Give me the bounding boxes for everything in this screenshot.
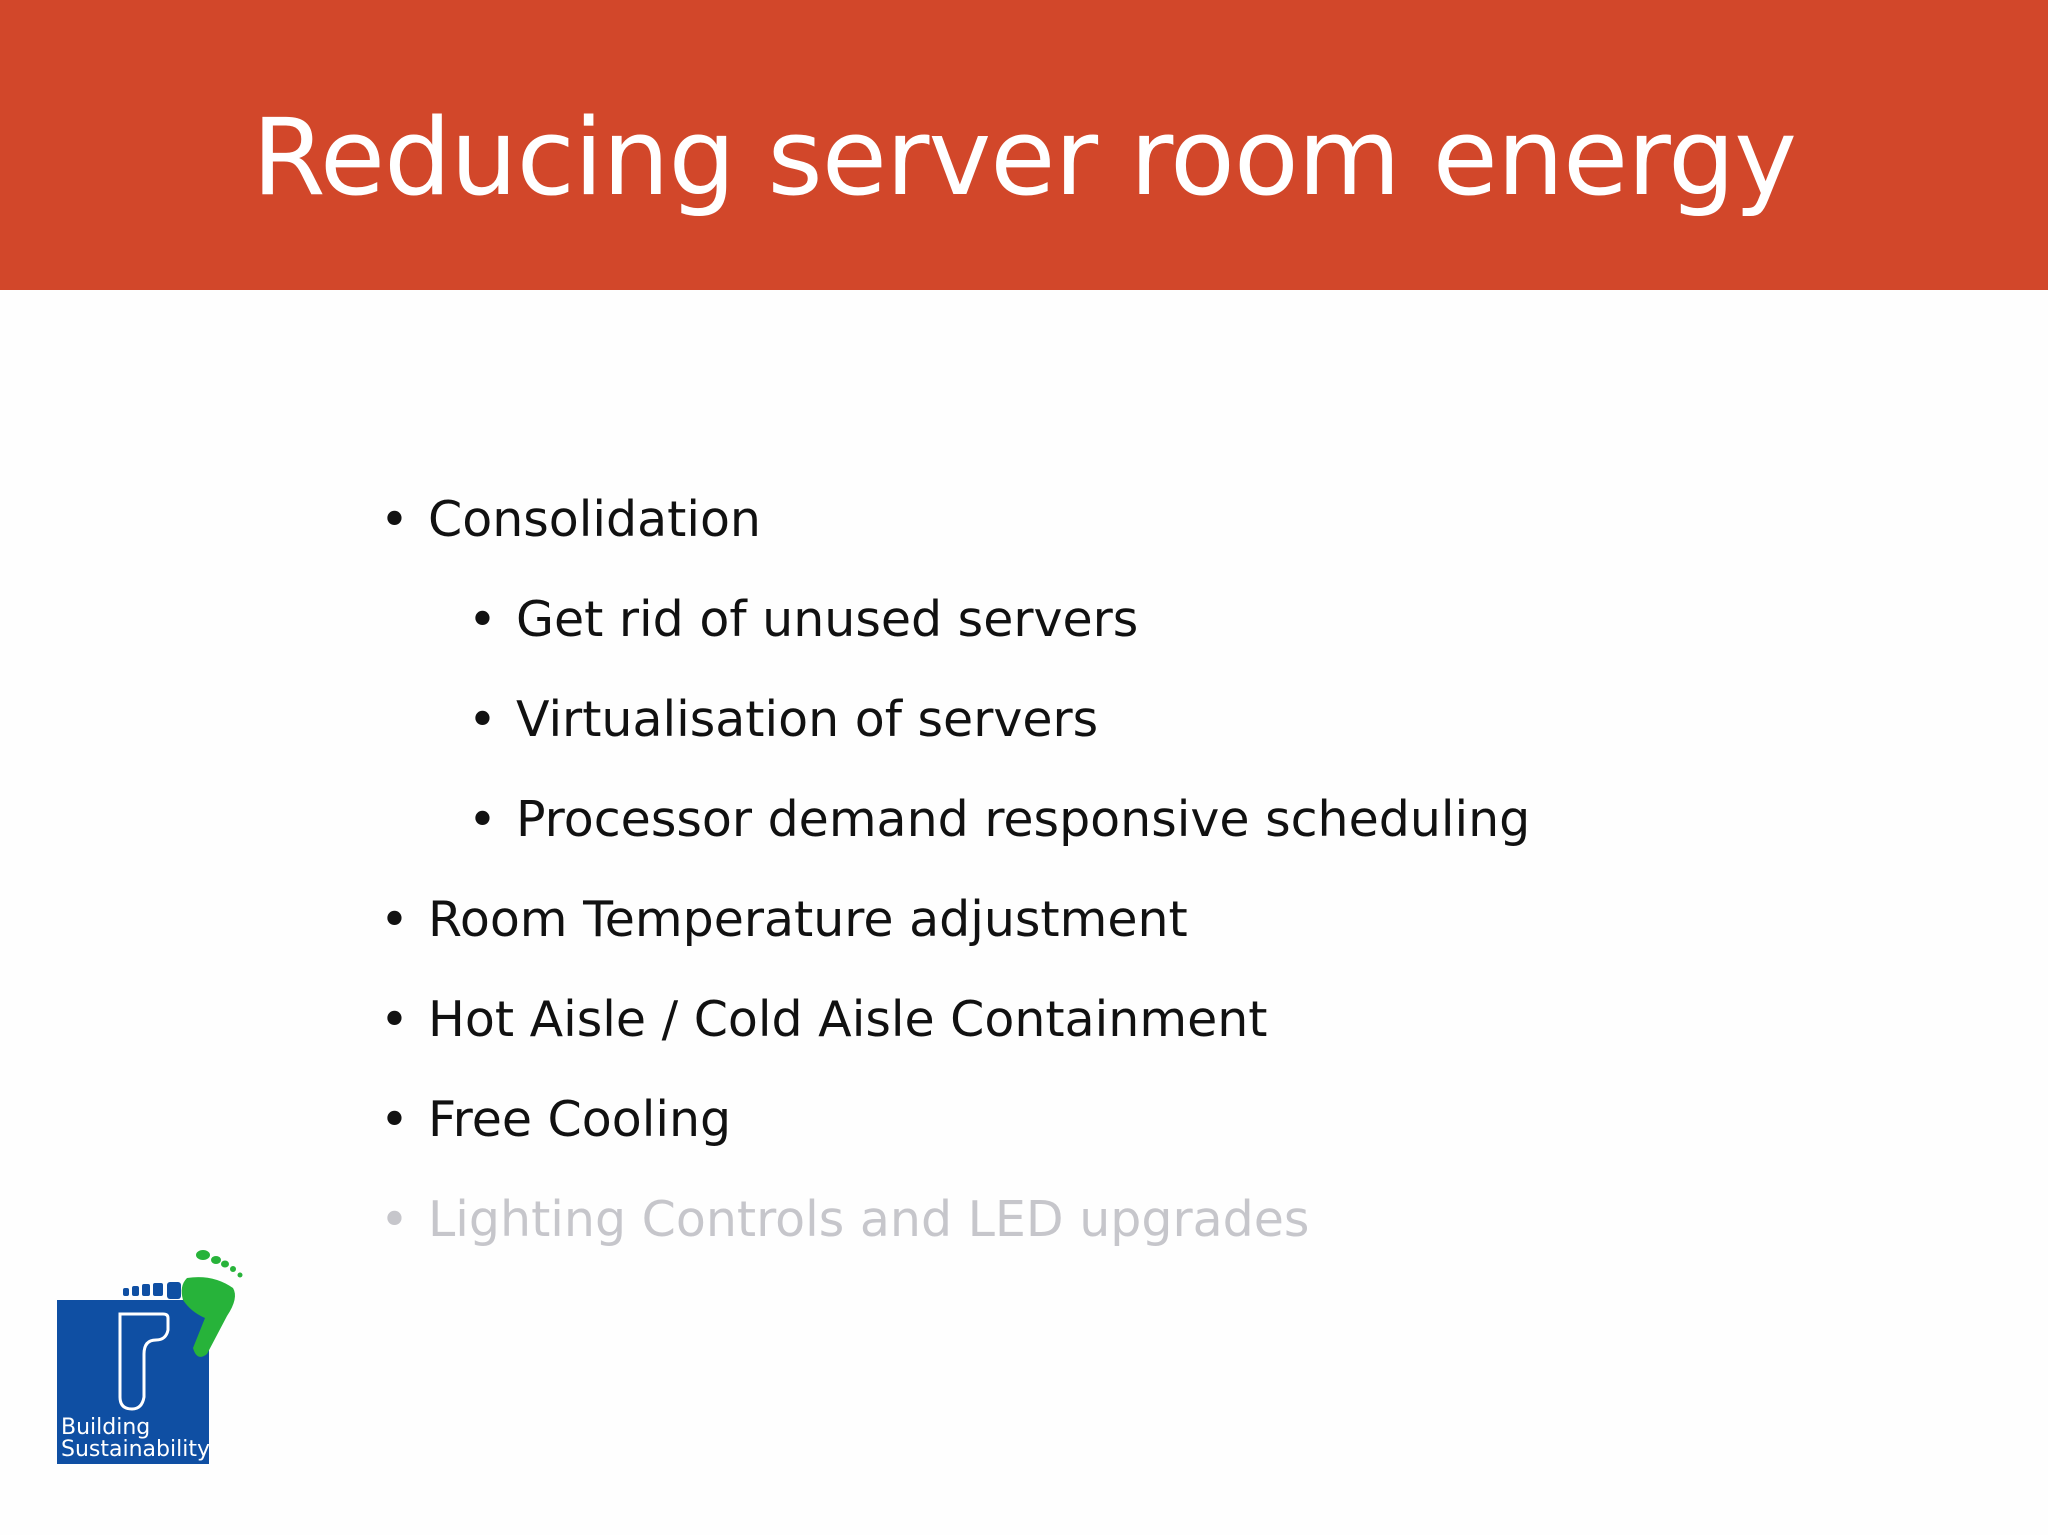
bullet-dot-icon: • xyxy=(380,991,409,1048)
bullet-text: Virtualisation of servers xyxy=(516,691,1099,748)
building-sustainability-logo xyxy=(55,1250,255,1470)
logo-text-line2: Sustainability xyxy=(61,1437,210,1462)
bullet-dot-icon: • xyxy=(380,1091,409,1148)
bullet-dot-icon: • xyxy=(468,591,497,648)
bullet-dot-icon: • xyxy=(468,791,497,848)
bullet-dot-icon: • xyxy=(380,491,409,548)
bullet-item xyxy=(380,1090,732,1150)
bullet-item xyxy=(380,990,1268,1050)
bullet-text: Consolidation xyxy=(428,491,761,548)
bullet-list xyxy=(380,490,1531,1290)
bullet-dot-icon: • xyxy=(468,691,497,748)
bullet-text: Room Temperature adjustment xyxy=(428,891,1188,948)
logo-text-line1: Building xyxy=(61,1415,151,1440)
bullet-text: Get rid of unused servers xyxy=(516,591,1139,648)
bullet-text: Hot Aisle / Cold Aisle Containment xyxy=(428,991,1268,1048)
bullet-dot-icon: • xyxy=(380,891,409,948)
bullet-dot-icon: • xyxy=(380,1191,409,1248)
title-bar xyxy=(0,0,2048,290)
bullet-item xyxy=(380,490,761,550)
bullet-item xyxy=(380,890,1188,950)
bullet-text: Lighting Controls and LED upgrades xyxy=(428,1191,1310,1248)
bullet-text: Processor demand responsive scheduling xyxy=(516,791,1531,848)
bullet-item-faded xyxy=(380,1190,1310,1250)
bullet-text: Free Cooling xyxy=(428,1091,732,1148)
slide-title: Reducing server room energy xyxy=(252,96,1796,219)
footprint-logo-icon xyxy=(55,1250,255,1470)
